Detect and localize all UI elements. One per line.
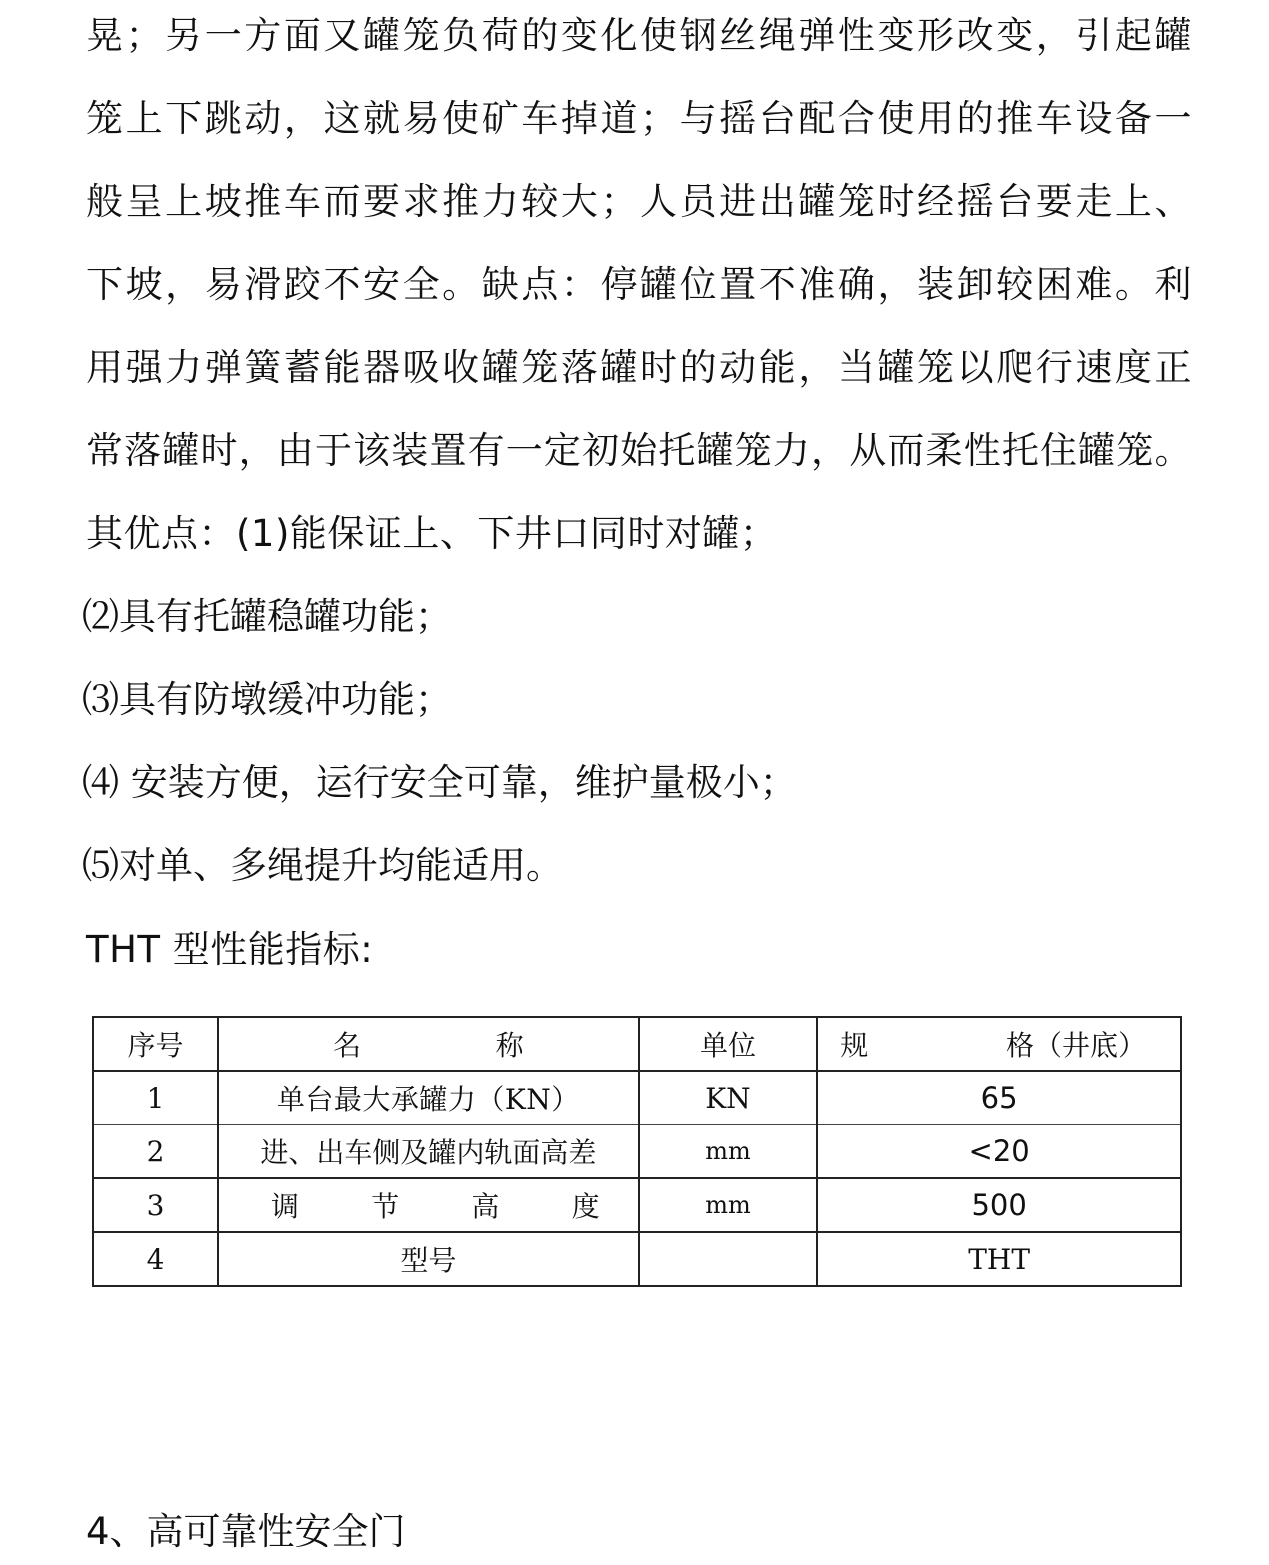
cell-spec: <20 bbox=[817, 1125, 1181, 1179]
table-caption: THT 型性能指标: bbox=[86, 928, 374, 971]
cell-no: 1 bbox=[93, 1071, 218, 1125]
cell-name: 型号 bbox=[218, 1232, 639, 1286]
header-spec bbox=[817, 1017, 1181, 1071]
cell-spec: 65 bbox=[817, 1071, 1181, 1125]
header-name-part: 称 bbox=[495, 1029, 524, 1062]
cell-unit: mm bbox=[639, 1125, 818, 1179]
advantage-item: ⑶具有防墩缓冲功能； bbox=[82, 678, 452, 721]
cell-unit: mm bbox=[639, 1178, 818, 1232]
table-row bbox=[93, 1125, 1181, 1179]
cell-no: 3 bbox=[93, 1178, 218, 1232]
advantage-item: ⑵具有托罐稳罐功能； bbox=[82, 595, 452, 638]
paragraph-line: 晃；另一方面又罐笼负荷的变化使钢丝绳弹性变形改变，引起罐 bbox=[86, 14, 1192, 57]
header-unit: 单位 bbox=[639, 1017, 818, 1071]
cell-spec: THT bbox=[817, 1232, 1181, 1286]
advantage-item: ⑷ 安装方便，运行安全可靠，维护量极小； bbox=[82, 761, 797, 804]
performance-table bbox=[92, 1016, 1182, 1287]
paragraph-line: 笼上下跳动，这就易使矿车掉道；与摇台配合使用的推车设备一 bbox=[86, 97, 1192, 140]
table-row bbox=[93, 1071, 1181, 1125]
paragraph-line: 常落罐时，由于该装置有一定初始托罐笼力，从而柔性托住罐笼。 bbox=[86, 429, 1192, 472]
paragraph-line: 般呈上坡推车而要求推力较大；人员进出罐笼时经摇台要走上、 bbox=[86, 180, 1192, 223]
paragraph-line: 其优点：(1)能保证上、下井口同时对罐； bbox=[86, 512, 778, 555]
cell-name: 进、出车侧及罐内轨面高差 bbox=[218, 1125, 639, 1179]
cell-unit bbox=[639, 1232, 818, 1286]
header-name bbox=[218, 1017, 639, 1071]
header-no: 序号 bbox=[93, 1017, 218, 1071]
header-spec-part: 格（井底） bbox=[1005, 1029, 1146, 1062]
cell-name-part: 高 bbox=[471, 1190, 500, 1223]
cell-name: 单台最大承罐力（KN） bbox=[218, 1071, 639, 1125]
cell-name-part: 调 bbox=[271, 1190, 300, 1223]
header-name-part: 名 bbox=[333, 1029, 362, 1062]
header-spec-part: 规 bbox=[840, 1029, 869, 1062]
cell-name-part: 度 bbox=[571, 1190, 600, 1223]
cell-name-part: 节 bbox=[371, 1190, 400, 1223]
table-header-row bbox=[93, 1017, 1181, 1071]
paragraph-line: 下坡，易滑跤不安全。缺点：停罐位置不准确，装卸较困难。利 bbox=[86, 263, 1192, 306]
cell-name bbox=[218, 1178, 639, 1232]
cell-unit: KN bbox=[639, 1071, 818, 1125]
advantage-item: ⑸对单、多绳提升均能适用。 bbox=[82, 844, 563, 887]
section-title: 4、高可靠性安全门 bbox=[86, 1510, 406, 1553]
paragraph-line: 用强力弹簧蓄能器吸收罐笼落罐时的动能，当罐笼以爬行速度正 bbox=[86, 346, 1192, 389]
table-row bbox=[93, 1232, 1181, 1286]
table-row bbox=[93, 1178, 1181, 1232]
cell-no: 2 bbox=[93, 1125, 218, 1179]
cell-spec: 500 bbox=[817, 1178, 1181, 1232]
cell-no: 4 bbox=[93, 1232, 218, 1286]
